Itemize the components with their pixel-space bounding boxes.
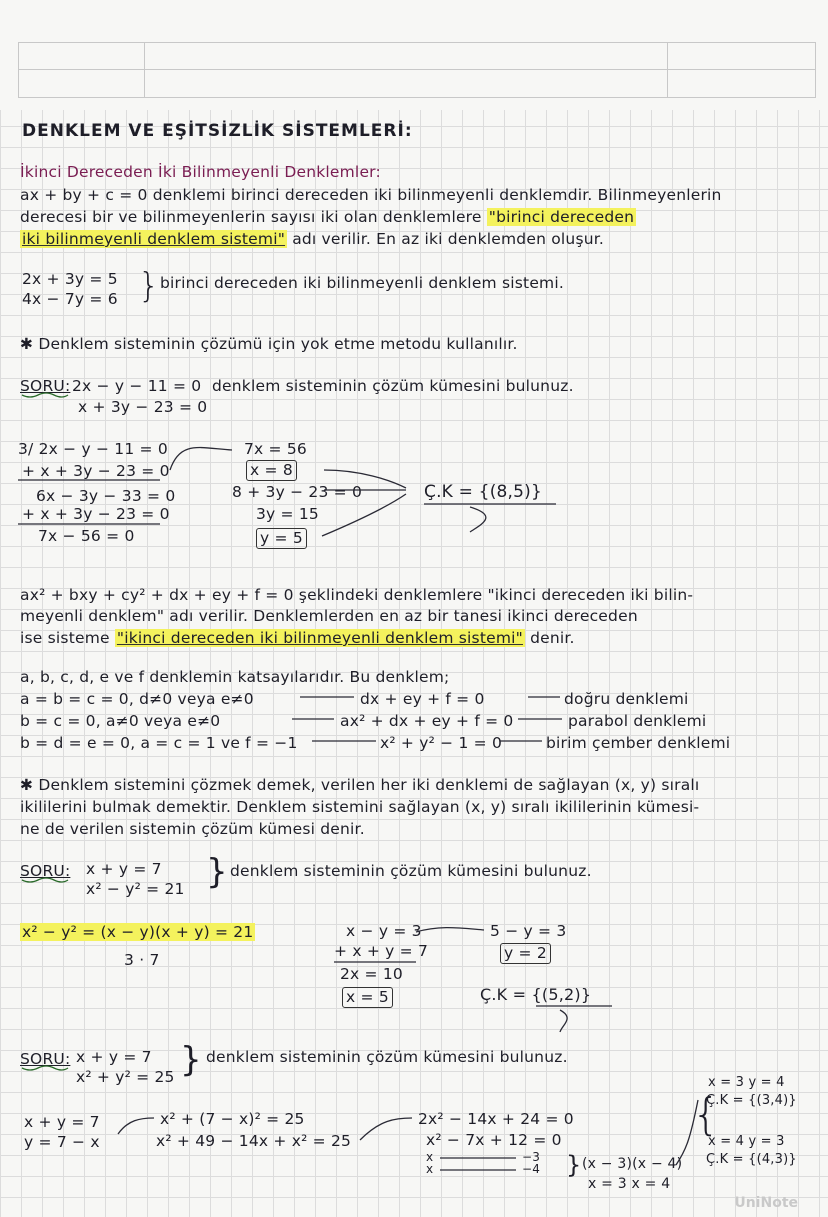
s1-step-left-3: + x + 3y − 23 = 0 bbox=[22, 505, 170, 523]
case-0-name: doğru denklemi bbox=[564, 690, 689, 708]
s3-quad-3d: −4 bbox=[522, 1162, 541, 1176]
s3-sol-2b: Ç.K = {(4,3)} bbox=[706, 1152, 797, 1167]
s3-sol-2a: x = 4 y = 3 bbox=[708, 1134, 785, 1149]
s2-step-right-1: y = 2 bbox=[500, 943, 551, 964]
s2-step-mid-2: 2x = 10 bbox=[340, 965, 403, 983]
case-2-eq: x² + y² − 1 = 0 bbox=[380, 734, 503, 752]
s1-step-mid-3: 3y = 15 bbox=[256, 505, 319, 523]
second-degree-line-2: meyenli denklem" adı verilir. Denklemlerden en az bir tanesi ikinci dereceden bbox=[20, 607, 638, 625]
brace: } bbox=[206, 852, 228, 892]
s1-step-left-1: + x + 3y − 23 = 0 bbox=[22, 462, 170, 480]
case-1-eq: ax² + dx + ey + f = 0 bbox=[340, 712, 514, 730]
s1-step-left-2: 6x − 3y − 33 = 0 bbox=[36, 487, 176, 505]
soru-1-eq-2: x + 3y − 23 = 0 bbox=[78, 398, 208, 416]
s2-step-mid-0: x − y = 3 bbox=[346, 922, 422, 940]
s1-step-mid-4: y = 5 bbox=[256, 528, 307, 549]
s3-quad-3c: −3 bbox=[522, 1150, 541, 1164]
case-1-cond: b = c = 0, a≠0 veya e≠0 bbox=[20, 712, 221, 730]
case-2-cond: b = d = e = 0, a = c = 1 ve f = −1 bbox=[20, 734, 298, 752]
intro-line-1: ax + by + c = 0 denklemi birinci dereceden iki bilinmeyenli denklemdir. Bilinmeyenlerin bbox=[20, 186, 722, 204]
s1-step-mid-1: x = 8 bbox=[246, 460, 297, 481]
brace: } bbox=[566, 1151, 582, 1179]
note-elimination: ✱ Denklem sisteminin çözümü için yok etme metodu kullanılır. bbox=[20, 335, 518, 353]
brace: } bbox=[138, 266, 160, 306]
soru-2-question: denklem sisteminin çözüm kümesini bulunuz. bbox=[230, 862, 592, 880]
brace: { bbox=[692, 1089, 721, 1140]
s1-step-mid-2: 8 + 3y − 23 = 0 bbox=[232, 483, 363, 501]
s3-quad-1: 2x² − 14x + 24 = 0 bbox=[418, 1110, 574, 1128]
s3-quad-2: x² − 7x + 12 = 0 bbox=[426, 1131, 562, 1149]
s2-step-mid-3: x = 5 bbox=[342, 987, 393, 1008]
s2-result: Ç.K = {(5,2)} bbox=[480, 985, 592, 1004]
case-0-eq: dx + ey + f = 0 bbox=[360, 690, 485, 708]
s1-step-mid-0: 7x = 56 bbox=[244, 440, 307, 458]
s2-factor: x² − y² = (x − y)(x + y) = 21 bbox=[22, 923, 254, 941]
soru-2-label: SORU: bbox=[20, 862, 71, 880]
soru-2-eq-2: x² − y² = 21 bbox=[86, 880, 185, 898]
soru-1-label: SORU: bbox=[20, 377, 71, 395]
soru-3-eq-2: x² + y² = 25 bbox=[76, 1068, 175, 1086]
s2-step-mid-1: + x + y = 7 bbox=[334, 942, 429, 960]
s2-factor-values: 3 · 7 bbox=[124, 951, 160, 969]
s3-factored: (x − 3)(x − 4) bbox=[582, 1156, 683, 1172]
intro-line-2: derecesi bir ve bilinmeyenlerin sayısı iki olan denklemlere "birinci dereceden bbox=[20, 208, 635, 226]
soru-3-question: denklem sisteminin çözüm kümesini bulunuz. bbox=[206, 1048, 568, 1066]
s3-exp-1: x² + (7 − x)² = 25 bbox=[160, 1110, 305, 1128]
soru-2-eq-1: x + y = 7 bbox=[86, 860, 162, 878]
s3-sub-2: y = 7 − x bbox=[24, 1133, 100, 1151]
section-subtitle: İkinci Dereceden İki Bilinmeyenli Denklemler: bbox=[20, 163, 381, 181]
s1-step-left-0: 3/ 2x − y − 11 = 0 bbox=[18, 440, 168, 458]
soru-3-label: SORU: bbox=[20, 1050, 71, 1068]
second-degree-line-1: ax² + bxy + cy² + dx + ey + f = 0 şeklindeki denklemlere "ikinci dereceden iki bilin- bbox=[20, 586, 694, 604]
s3-sol-1a: x = 3 y = 4 bbox=[708, 1075, 785, 1090]
case-2-name: birim çember denklemi bbox=[546, 734, 731, 752]
s2-step-right-0: 5 − y = 3 bbox=[490, 922, 567, 940]
s3-quad-3b: x bbox=[426, 1162, 434, 1176]
page-title: DENKLEM VE EŞİTSİZLİK SİSTEMLERİ: bbox=[22, 121, 413, 141]
soru-1-eq-1: 2x − y − 11 = 0 bbox=[72, 377, 202, 395]
brace: } bbox=[180, 1040, 202, 1080]
system-eq-1: 2x + 3y = 5 bbox=[22, 270, 118, 288]
case-0-cond: a = b = c = 0, d≠0 veya e≠0 bbox=[20, 690, 254, 708]
system-label: birinci dereceden iki bilinmeyenli denklem sistemi. bbox=[160, 274, 564, 292]
s3-quad-3a: x bbox=[426, 1150, 434, 1164]
watermark: UniNote bbox=[734, 1195, 798, 1211]
coefficients-line: a, b, c, d, e ve f denklemin katsayılarıdır. Bu denklem; bbox=[20, 668, 450, 686]
note-2-line-2: ikililerini bulmak demektir. Denklem sistemini sağlayan (x, y) sıralı ikililerinin kümesi- bbox=[20, 798, 700, 816]
s3-sol-1b: Ç.K = {(3,4)} bbox=[706, 1093, 797, 1108]
note-2-line-1: ✱ Denklem sistemini çözmek demek, verilen her iki denklemi de sağlayan (x, y) sıralı bbox=[20, 776, 700, 794]
s1-step-left-4: 7x − 56 = 0 bbox=[38, 527, 135, 545]
s3-sub-1: x + y = 7 bbox=[24, 1113, 100, 1131]
soru-3-eq-1: x + y = 7 bbox=[76, 1048, 152, 1066]
system-eq-2: 4x − 7y = 6 bbox=[22, 290, 118, 308]
s3-exp-2: x² + 49 − 14x + x² = 25 bbox=[156, 1132, 352, 1150]
case-1-name: parabol denklemi bbox=[568, 712, 707, 730]
note-2-line-3: ne de verilen sistemin çözüm kümesi denir. bbox=[20, 820, 365, 838]
intro-line-3: iki bilinmeyenli denklem sistemi" adı verilir. En az iki denklemden oluşur. bbox=[22, 230, 605, 248]
soru-1-question: denklem sisteminin çözüm kümesini bulunuz. bbox=[212, 377, 574, 395]
s3-roots: x = 3 x = 4 bbox=[588, 1176, 671, 1192]
second-degree-line-3: ise sisteme "ikinci dereceden iki bilinmeyenli denklem sistemi" denir. bbox=[20, 629, 575, 647]
s1-result: Ç.K = {(8,5)} bbox=[424, 482, 543, 502]
